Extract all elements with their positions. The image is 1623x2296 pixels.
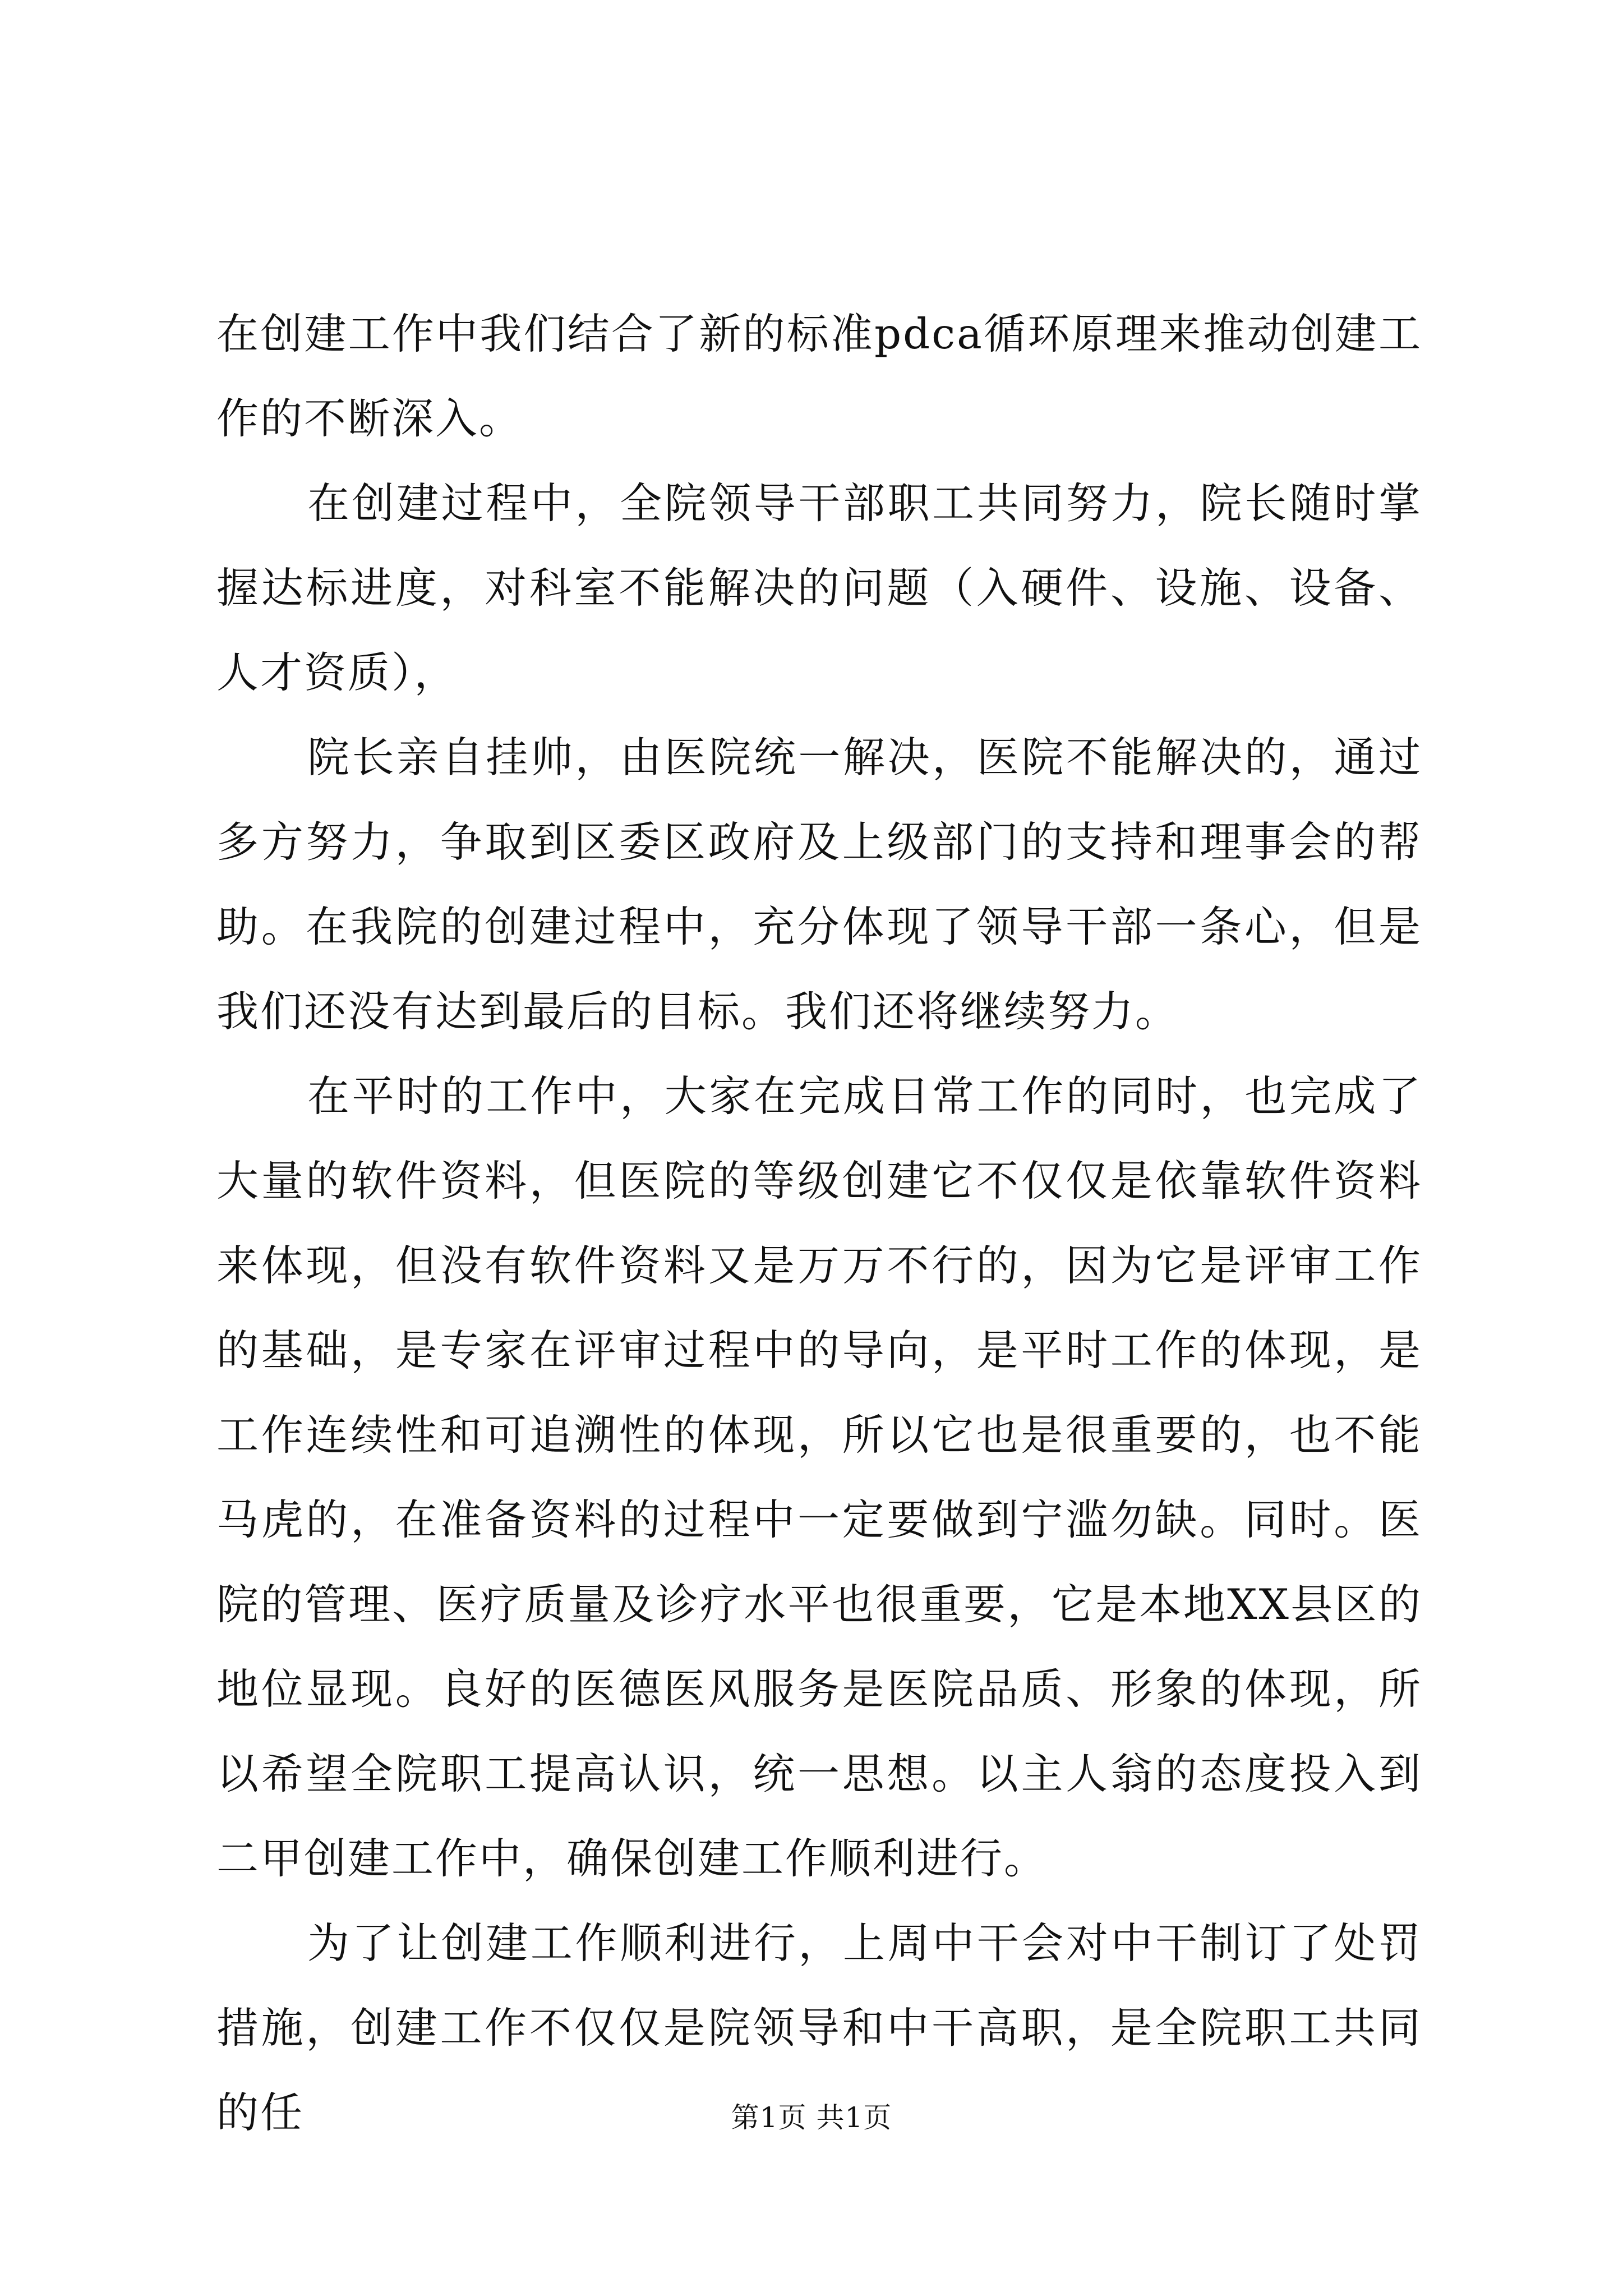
page-number-label: 第1页 共1页 <box>731 2101 892 2134</box>
paragraph-4: 在平时的工作中，大家在完成日常工作的同时，也完成了大量的软件资料，但医院的等级创建它不仅仅是依靠软件资料来体现，但没有软件资料又是万万不行的，因为它是评审工作的基础，是专家在评审过程中的导向，是平时工作的体现，是工作连续性和可追溯性的体现，所以它也是很重要的，也不能马虎的，在准备资料的过程中一定要做到宁滥勿缺。同时。医院的管理、医疗质量及诊疗水平也很重要，它是本地XX县区的地位显现。良好的医德医风服务是医院品质、形象的体现，所以希望全院职工提高认识，统一思想。以主人翁的态度投入到二甲创建工作中，确保创建工作顺利进行。 <box>216 1071 1422 1883</box>
paragraph-5: 为了让创建工作顺利进行，上周中干会对中干制订了处罚措施，创建工作不仅仅是院领导和中干高职，是全院职工共同的任 <box>216 1918 1422 2137</box>
paragraph-3: 院长亲自挂帅，由医院统一解决，医院不能解决的，通过多方努力，争取到区委区政府及上级部门的支持和理事会的帮助。在我院的创建过程中，充分体现了领导干部一条心，但是我们还没有达到最后的目标。我们还将继续努力。 <box>216 733 1422 1036</box>
page-footer <box>0 2101 1623 2134</box>
paragraph-1: 在创建工作中我们结合了新的标准pdca循环原理来推动创建工作的不断深入。 <box>216 309 1422 443</box>
document-body <box>216 292 1422 2155</box>
paragraph-2: 在创建过程中，全院领导干部职工共同努力，院长随时掌握达标进度，对科室不能解决的问题（入硬件、设施、设备、人才资质）， <box>216 478 1422 697</box>
